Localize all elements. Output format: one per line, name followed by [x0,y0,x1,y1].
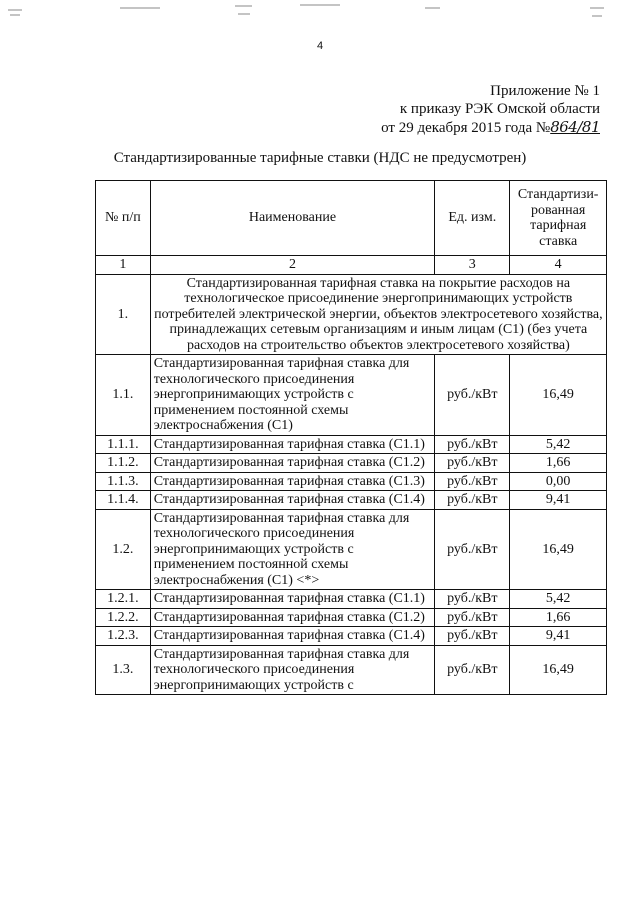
row-value: 1,66 [510,608,607,627]
appendix-line-1: Приложение № 1 [490,83,600,99]
row-num: 1.1.1. [96,435,151,454]
row-unit: руб./кВт [435,355,510,436]
section-text: Стандартизированная тарифная ставка на покрытие расходов на технологическое присоединение энергопринимающих устройств потребителей электрической энергии, объектов электросетевого хозяйства, принадлежащих сетевым организациям и иным лицам (C1) (без учета расходов на строительство объектов электросетевого хозяйства) [150,274,606,355]
row-num: 1.2.2. [96,608,151,627]
row-name: Стандартизированная тарифная ставка (C1.2) [150,608,434,627]
row-num: 1.1. [96,355,151,436]
row-unit: руб./кВт [435,472,510,491]
index-cell: 4 [510,256,607,275]
row-unit: руб./кВт [435,491,510,510]
scan-noise-marks [0,0,640,30]
appendix-date: от 29 декабря 2015 года № [381,120,551,136]
row-num: 1.1.4. [96,491,151,510]
index-cell: 2 [150,256,434,275]
row-num: 1.1.2. [96,454,151,473]
row-num: 1.2.3. [96,627,151,646]
appendix-header [381,82,600,137]
header-name: Наименование [150,181,434,256]
section-row [96,274,607,355]
appendix-line-2: к приказу РЭК Омской области [399,101,600,117]
row-name: Стандартизированная тарифная ставка для технологического присоединения энергопринимающих устройств с [150,645,434,695]
row-name: Стандартизированная тарифная ставка (C1.1) [150,590,434,609]
tariff-table [95,180,607,695]
row-unit: руб./кВт [435,454,510,473]
row-name: Стандартизированная тарифная ставка (C1.4) [150,491,434,510]
index-cell: 3 [435,256,510,275]
row-value: 16,49 [510,509,607,590]
table-row [96,454,607,473]
row-name: Стандартизированная тарифная ставка (C1.2) [150,454,434,473]
row-num: 1.2.1. [96,590,151,609]
table-row [96,627,607,646]
row-num: 1.3. [96,645,151,695]
header-num: № п/п [96,181,151,256]
row-value: 0,00 [510,472,607,491]
header-unit: Ед. изм. [435,181,510,256]
row-name: Стандартизированная тарифная ставка для технологического присоединения энергопринимающих устройств с применением постоянной схемы электроснабжения (C1) <*> [150,509,434,590]
row-unit: руб./кВт [435,608,510,627]
table-row [96,491,607,510]
row-value: 1,66 [510,454,607,473]
page-number: 4 [316,40,324,52]
row-value: 9,41 [510,491,607,510]
handwritten-doc-number: 864/81 [550,118,600,136]
row-num: 1.1.3. [96,472,151,491]
table-row [96,590,607,609]
row-unit: руб./кВт [435,627,510,646]
section-num: 1. [96,274,151,355]
table-row [96,645,607,695]
table-row [96,435,607,454]
row-unit: руб./кВт [435,590,510,609]
table-row [96,355,607,436]
table-row [96,472,607,491]
row-value: 5,42 [510,435,607,454]
header-value: Стандартизи-рованная тарифная ставка [510,181,607,256]
row-unit: руб./кВт [435,645,510,695]
row-value: 16,49 [510,645,607,695]
table-row [96,509,607,590]
row-name: Стандартизированная тарифная ставка для технологического присоединения энергопринимающих устройств с применением постоянной схемы электроснабжения (C1) [150,355,434,436]
table-header-row [96,181,607,256]
index-cell: 1 [96,256,151,275]
table-row [96,608,607,627]
document-title: Стандартизированные тарифные ставки (НДС не предусмотрен) [113,150,527,166]
row-value: 16,49 [510,355,607,436]
column-index-row [96,256,607,275]
row-name: Стандартизированная тарифная ставка (C1.3) [150,472,434,491]
row-value: 9,41 [510,627,607,646]
row-value: 5,42 [510,590,607,609]
row-unit: руб./кВт [435,435,510,454]
row-name: Стандартизированная тарифная ставка (C1.4) [150,627,434,646]
row-name: Стандартизированная тарифная ставка (C1.1) [150,435,434,454]
appendix-line-3 [381,118,600,137]
row-unit: руб./кВт [435,509,510,590]
row-num: 1.2. [96,509,151,590]
